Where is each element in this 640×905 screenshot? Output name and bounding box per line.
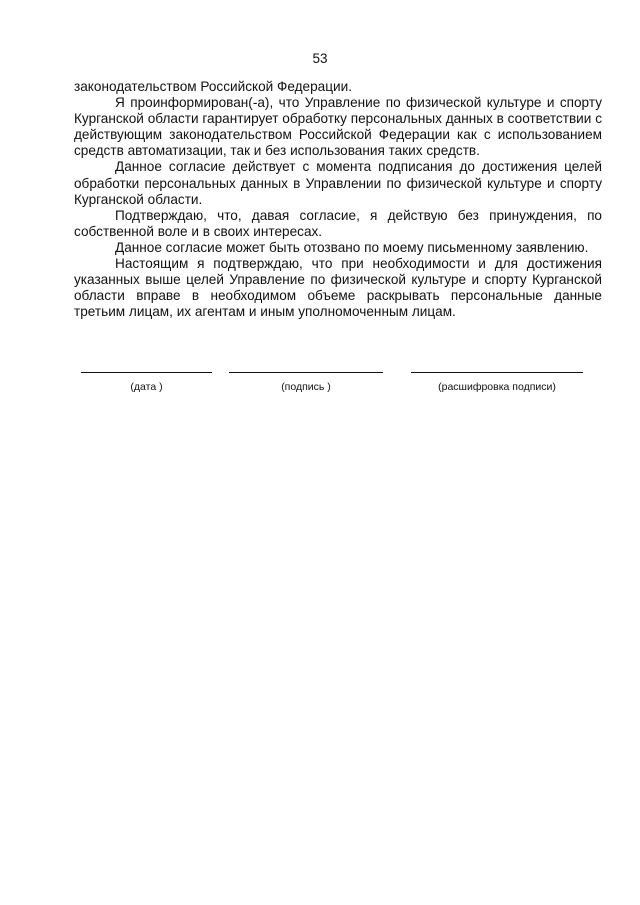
signature-line <box>229 372 383 373</box>
date-label: (дата ) <box>130 381 163 393</box>
paragraph-validity: Данное согласие действует с момента подписания до достижения целей обработки персональных данных в Управлении по физической культуре и спорту Курганской области. <box>74 159 602 207</box>
date-line <box>81 372 212 373</box>
paragraph-disclosure: Настоящим я подтверждаю, что при необходимости и для достижения указанных выше целей Управление по физической культуре и спорту Курганской области вправе в необходимом объеме раскрывать персональные данные третьим лицам, их агентам и иным уполномоченным лицам. <box>74 256 602 320</box>
page-number: 53 <box>312 51 328 66</box>
signature-label: (подпись ) <box>281 381 331 393</box>
paragraph-voluntary: Подтверждаю, что, давая согласие, я действую без принуждения, по собственной воле и в своих интересах. <box>74 207 602 239</box>
transcript-line <box>411 372 583 373</box>
paragraph-revocation: Данное согласие может быть отозвано по моему письменному заявлению. <box>115 239 589 255</box>
transcript-label: (расшифровка подписи) <box>438 381 556 393</box>
paragraph-continuation: законодательством Российской Федерации. <box>74 79 352 94</box>
paragraph-informed: Я проинформирован(-а), что Управление по физической культуре и спорту Курганской области гарантирует обработку персональных данных в соответствии с действующим законодательством Российской Федерации как с использованием средств автоматизации, так и без использования таких средств. <box>74 95 602 159</box>
consent-text <box>74 79 602 320</box>
